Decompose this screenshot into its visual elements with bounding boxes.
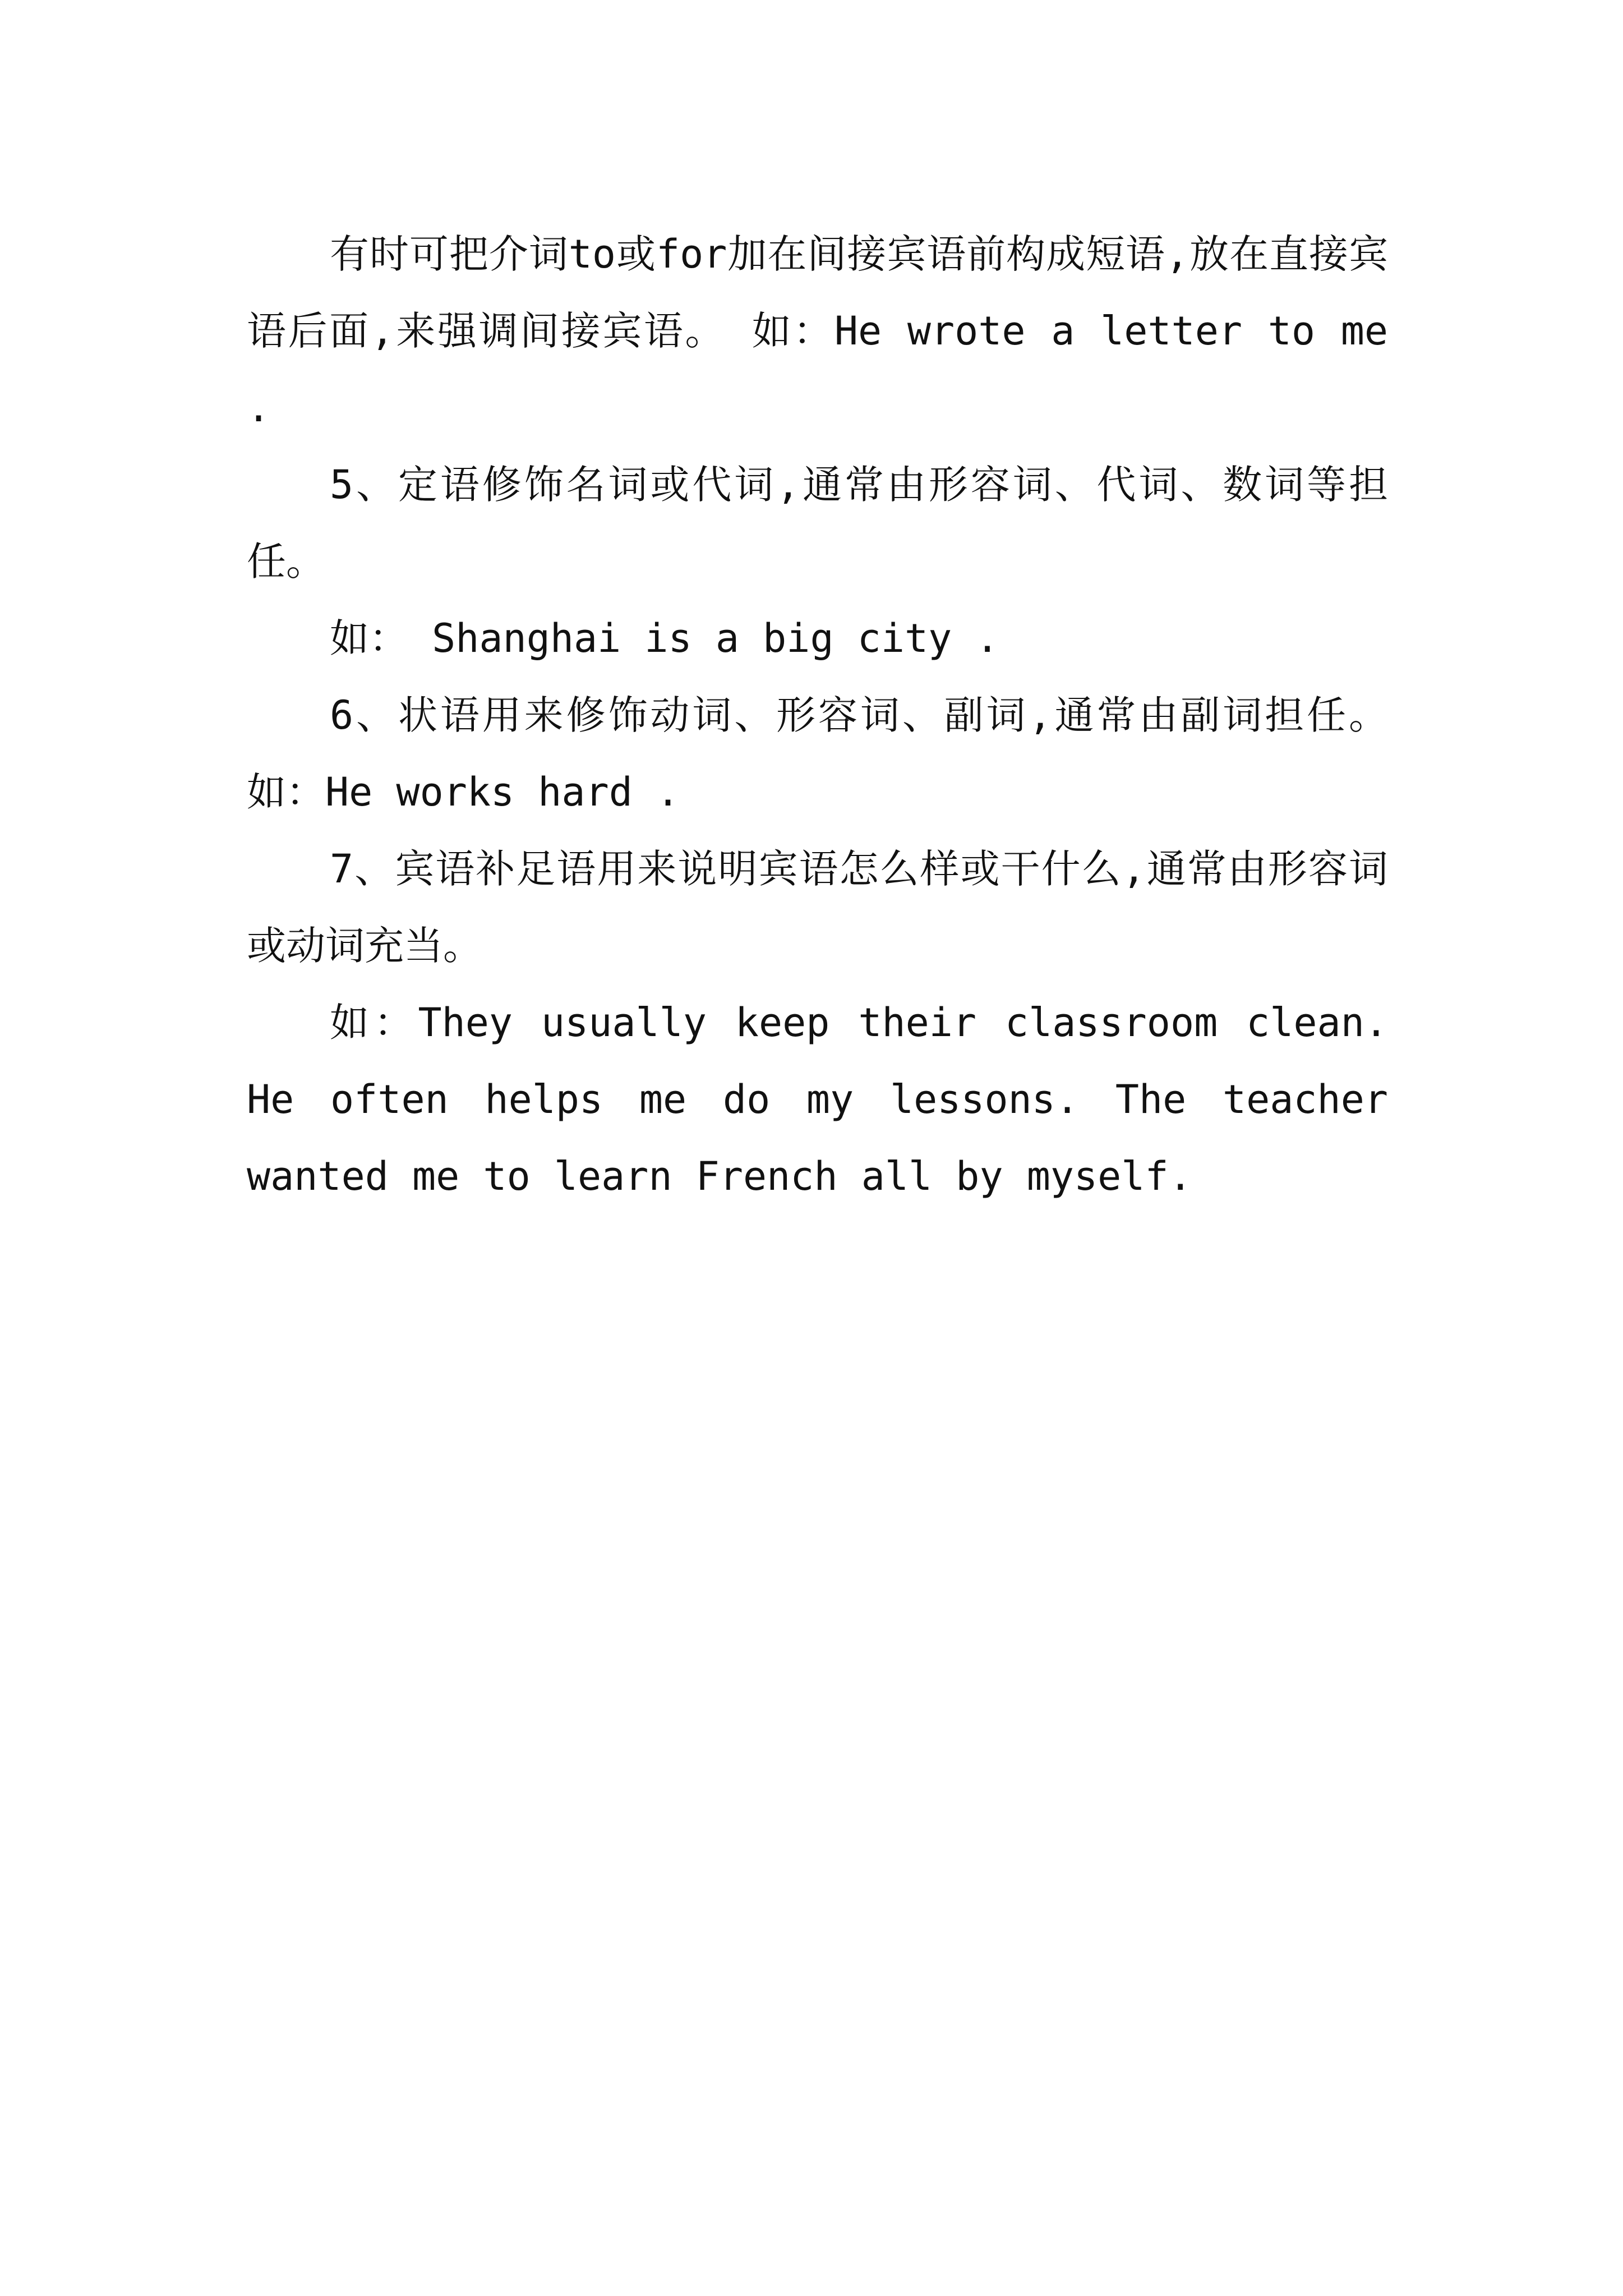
paragraph-attribute-example: 如： Shanghai is a big city . [330,615,999,661]
paragraph-attribute: 5、定语修饰名词或代词,通常由形容词、代词、数词等担任。 [247,462,1388,585]
paragraph-adverbial: 6、状语用来修饰动词、形容词、副词,通常由副词担任。如：He works hard . [247,692,1388,815]
document-body [247,216,1388,1215]
paragraph-object-complement-example: 如：They usually keep their classroom clean. He often helps me do my lessons. The teacher wanted me to learn French all by myself. [247,1000,1388,1199]
paragraph-object-complement: 7、宾语补足语用来说明宾语怎么样或干什么,通常由形容词或动词充当。 [247,846,1388,969]
paragraph-indirect-object: 有时可把介词to或for加在间接宾语前构成短语,放在直接宾语后面,来强调间接宾语。 如：He wrote a letter to me . [247,231,1388,431]
